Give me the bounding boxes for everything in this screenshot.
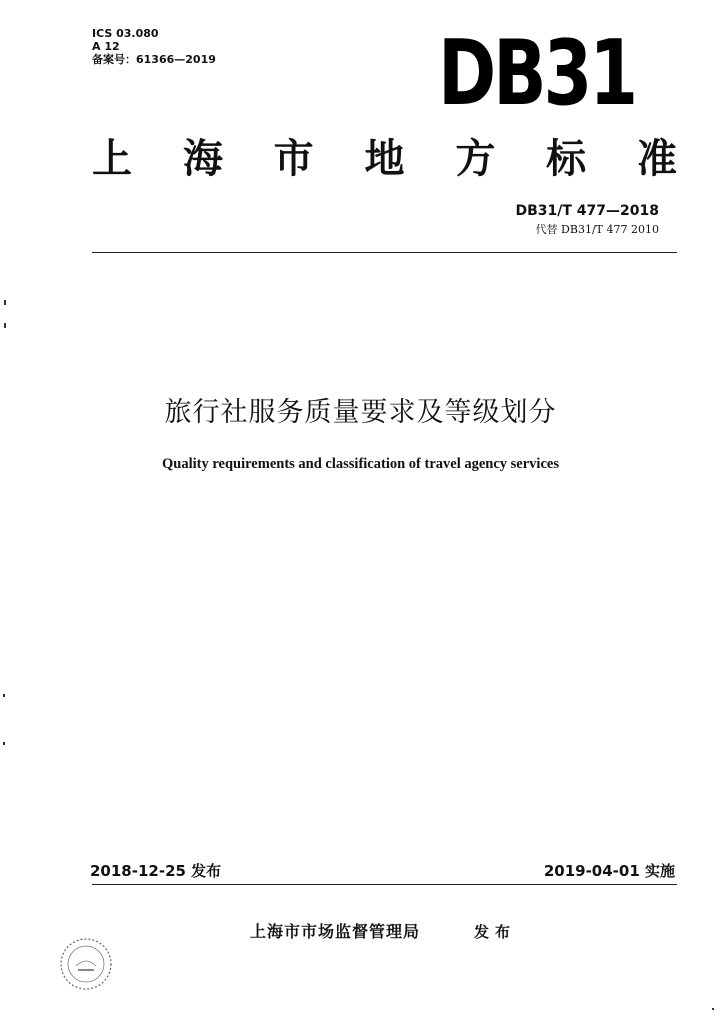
org-title bbox=[92, 130, 677, 180]
issuer-action: 发布 bbox=[474, 923, 517, 941]
issue-date: 2018-12-25 发布 bbox=[90, 862, 222, 880]
replaces-code: 代替 DB31/T 477 2010 bbox=[535, 223, 659, 236]
implementation-date: 2019-04-01 实施 bbox=[543, 862, 675, 880]
org-title-char: 地 bbox=[364, 134, 405, 182]
seal-inner-ring bbox=[68, 946, 104, 982]
document-title-zh: 旅行社服务质量要求及等级划分 bbox=[164, 397, 557, 428]
seal-stamp-icon bbox=[58, 936, 114, 992]
org-title-char: 市 bbox=[273, 134, 314, 182]
db31-logo: DB31 bbox=[438, 21, 635, 126]
scan-speck bbox=[3, 694, 5, 697]
org-title-char: 标 bbox=[546, 134, 587, 182]
seal-bar bbox=[78, 969, 94, 971]
seal-outer-ring bbox=[61, 939, 111, 989]
scan-speck bbox=[4, 300, 6, 305]
org-title-char: 上 bbox=[92, 134, 132, 182]
org-title-char: 海 bbox=[182, 134, 223, 182]
scan-speck bbox=[712, 1008, 714, 1010]
standard-code: DB31/T 477—2018 bbox=[515, 203, 659, 219]
filing-number: 备案号：61366—2019 bbox=[92, 53, 216, 66]
ccs-code: A 12 bbox=[92, 40, 120, 53]
document-title-en: Quality requirements and classification of travel agency services bbox=[162, 456, 559, 472]
seal-arc bbox=[76, 961, 96, 966]
issuer-name: 上海市市场监督管理局 bbox=[250, 922, 421, 941]
ics-code: ICS 03.080 bbox=[92, 27, 159, 40]
footer-divider bbox=[92, 884, 677, 885]
org-title-char: 准 bbox=[636, 134, 677, 182]
org-title-char: 方 bbox=[455, 134, 496, 182]
scan-speck bbox=[3, 742, 5, 745]
scan-speck bbox=[4, 323, 6, 328]
header-divider bbox=[92, 252, 677, 253]
